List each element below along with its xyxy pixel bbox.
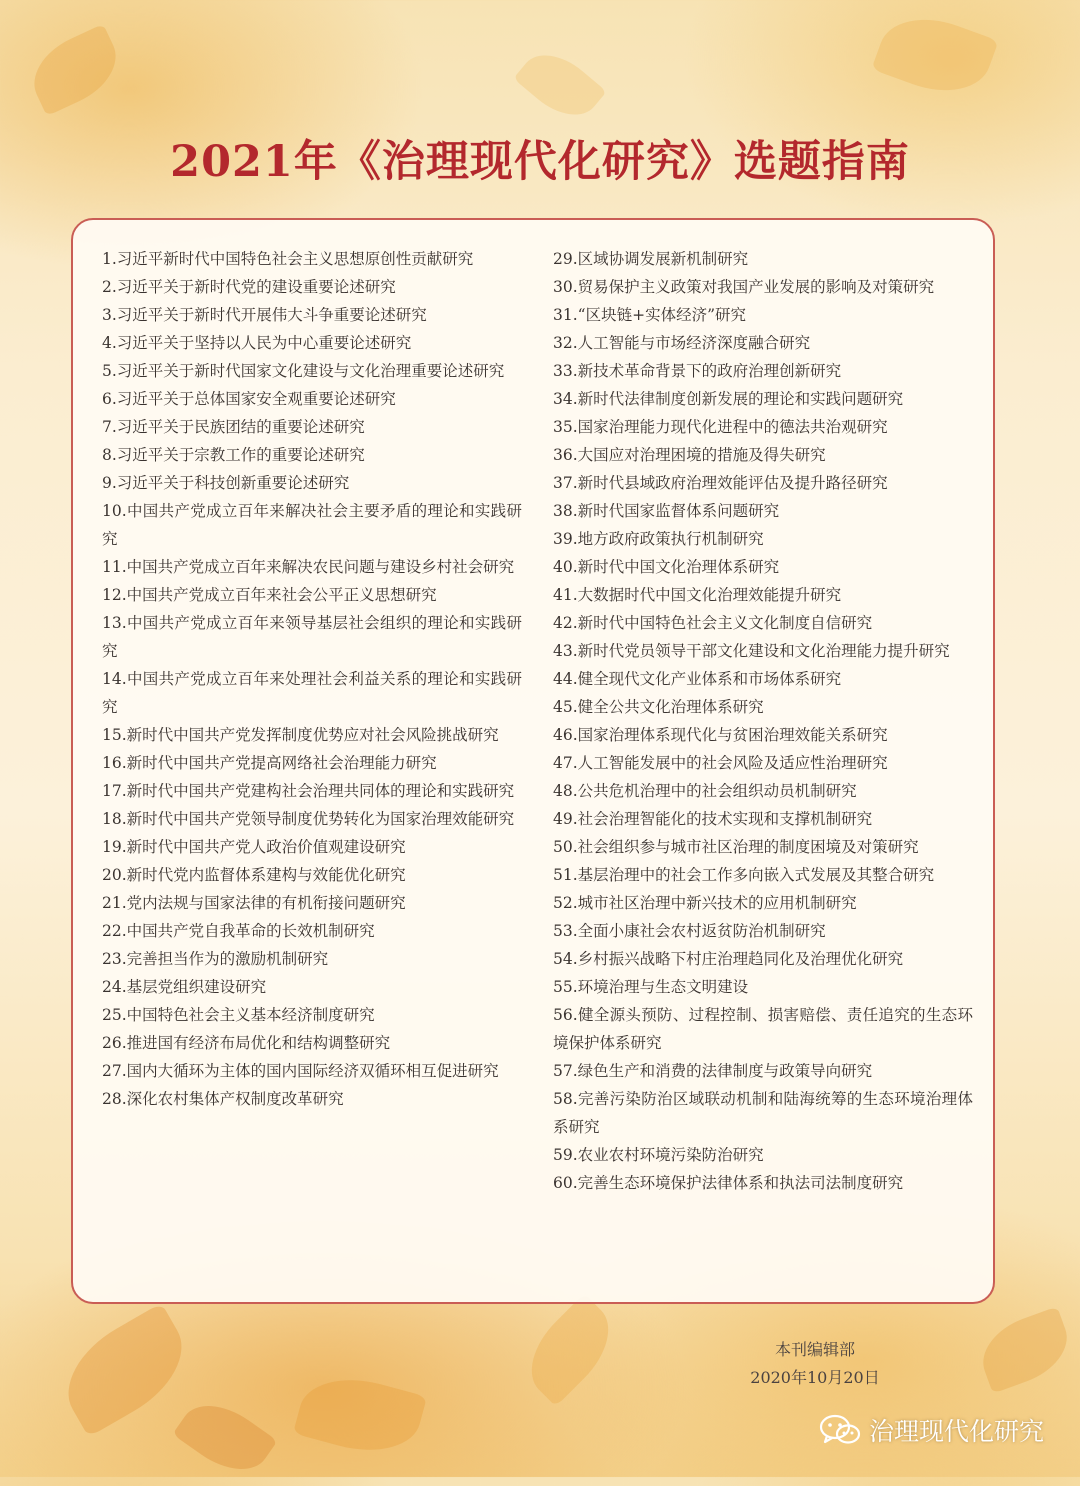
topic-text: 乡村振兴战略下村庄治理趋同化及治理优化研究: [577, 950, 904, 968]
topic-number: 47.: [553, 754, 578, 772]
topic-text: 完善担当作为的激励机制研究: [126, 950, 329, 968]
topic-text: 大数据时代中国文化治理效能提升研究: [577, 586, 842, 604]
topic-number: 20.: [102, 866, 127, 884]
topic-item: [102, 1001, 522, 1029]
topic-column-right: [553, 245, 973, 1197]
topic-number: 35.: [553, 418, 578, 436]
topic-text: 中国共产党自我革命的长效机制研究: [126, 922, 375, 940]
topic-item: [553, 525, 973, 553]
background-leaf: [22, 24, 129, 116]
topic-number: 31.: [553, 306, 578, 324]
topic-text: 农业农村环境污染防治研究: [577, 1146, 764, 1164]
topic-text: 中国共产党成立百年来解决社会主要矛盾的理论和实践研究: [102, 502, 522, 548]
topic-text: 习近平关于宗教工作的重要论述研究: [116, 446, 365, 464]
topic-item: [102, 385, 522, 413]
topic-item: [553, 553, 973, 581]
topic-text: 中国共产党成立百年来领导基层社会组织的理论和实践研究: [102, 614, 522, 660]
topic-number: 14.: [102, 670, 127, 688]
topic-item: [553, 749, 973, 777]
topic-text: 新技术革命背景下的政府治理创新研究: [577, 362, 842, 380]
topic-number: 25.: [102, 1006, 127, 1024]
topic-item: [553, 1057, 973, 1085]
topic-item: [553, 917, 973, 945]
topic-number: 57.: [553, 1062, 578, 1080]
topic-number: 32.: [553, 334, 578, 352]
topic-number: 18.: [102, 810, 127, 828]
topic-item: [102, 1057, 522, 1085]
topic-number: 22.: [102, 922, 127, 940]
topic-number: 39.: [553, 530, 578, 548]
topic-number: 3.: [102, 306, 117, 324]
topic-item: [102, 553, 522, 581]
topic-text: 新时代法律制度创新发展的理论和实践问题研究: [577, 390, 904, 408]
background-leaf: [871, 3, 998, 106]
signature-date: 2020年10月20日: [750, 1368, 880, 1387]
topic-item: [102, 245, 522, 273]
topic-text: 新时代中国共产党领导制度优势转化为国家治理效能研究: [126, 810, 515, 828]
topic-column-left: [102, 245, 522, 1113]
topic-item: [102, 273, 522, 301]
topic-text: 健全现代文化产业体系和市场体系研究: [577, 670, 842, 688]
topic-number: 16.: [102, 754, 127, 772]
topic-number: 49.: [553, 810, 578, 828]
topic-number: 10.: [102, 502, 127, 520]
topic-text: “区块链+实体经济”研究: [577, 306, 746, 324]
topic-item: [102, 777, 522, 805]
topic-item: [553, 1085, 973, 1141]
topic-text: 全面小康社会农村返贫防治机制研究: [577, 922, 826, 940]
topic-item: [102, 917, 522, 945]
topic-number: 59.: [553, 1146, 578, 1164]
topic-text: 健全源头预防、过程控制、损害赔偿、责任追究的生态环境保护体系研究: [553, 1006, 973, 1052]
topic-number: 51.: [553, 866, 578, 884]
topic-number: 6.: [102, 390, 117, 408]
topic-text: 贸易保护主义政策对我国产业发展的影响及对策研究: [577, 278, 935, 296]
topic-number: 40.: [553, 558, 578, 576]
topic-item: [102, 581, 522, 609]
topic-text: 新时代中国共产党发挥制度优势应对社会风险挑战研究: [126, 726, 499, 744]
topic-item: [102, 329, 522, 357]
topic-item: [553, 945, 973, 973]
signature-block: [700, 1336, 930, 1392]
editorial-department: 本刊编辑部: [774, 1340, 855, 1359]
topic-number: 26.: [102, 1034, 127, 1052]
topic-number: 55.: [553, 978, 578, 996]
topic-number: 27.: [102, 1062, 127, 1080]
topic-number: 1.: [102, 250, 117, 268]
topic-number: 41.: [553, 586, 578, 604]
topic-number: 11.: [102, 558, 127, 576]
topic-text: 中国共产党成立百年来社会公平正义思想研究: [126, 586, 437, 604]
topic-text: 习近平关于新时代国家文化建设与文化治理重要论述研究: [116, 362, 505, 380]
topic-item: [553, 609, 973, 637]
topic-number: 54.: [553, 950, 578, 968]
topic-number: 4.: [102, 334, 117, 352]
topic-item: [102, 497, 522, 553]
topic-item: [102, 889, 522, 917]
topic-item: [553, 581, 973, 609]
topic-item: [553, 777, 973, 805]
topic-text: 基层治理中的社会工作多向嵌入式发展及其整合研究: [577, 866, 935, 884]
topic-number: 56.: [553, 1006, 578, 1024]
topic-text: 习近平关于科技创新重要论述研究: [116, 474, 350, 492]
topic-item: [553, 301, 973, 329]
topic-text: 习近平新时代中国特色社会主义思想原创性贡献研究: [116, 250, 474, 268]
topic-text: 新时代县域政府治理效能评估及提升路径研究: [577, 474, 888, 492]
topic-text: 中国共产党成立百年来处理社会利益关系的理论和实践研究: [102, 670, 522, 716]
topic-item: [553, 469, 973, 497]
topic-item: [553, 385, 973, 413]
topic-number: 23.: [102, 950, 127, 968]
topic-item: [102, 833, 522, 861]
topic-item: [102, 609, 522, 665]
topic-number: 29.: [553, 250, 578, 268]
topic-text: 新时代中国共产党人政治价值观建设研究: [126, 838, 406, 856]
topic-item: [553, 413, 973, 441]
topic-number: 37.: [553, 474, 578, 492]
topic-number: 58.: [553, 1090, 578, 1108]
topic-text: 区域协调发展新机制研究: [577, 250, 749, 268]
topic-text: 习近平关于总体国家安全观重要论述研究: [116, 390, 396, 408]
topic-item: [553, 441, 973, 469]
topic-text: 新时代中国共产党提高网络社会治理能力研究: [126, 754, 437, 772]
topic-number: 5.: [102, 362, 117, 380]
topic-item: [553, 693, 973, 721]
topic-number: 30.: [553, 278, 578, 296]
topic-text: 习近平关于新时代党的建设重要论述研究: [116, 278, 396, 296]
topic-item: [102, 749, 522, 777]
topic-number: 48.: [553, 782, 578, 800]
topic-number: 45.: [553, 698, 578, 716]
topic-item: [102, 301, 522, 329]
topic-text: 大国应对治理困境的措施及得失研究: [577, 446, 826, 464]
topic-number: 43.: [553, 642, 578, 660]
topic-item: [553, 273, 973, 301]
topic-text: 新时代党内监督体系建构与效能优化研究: [126, 866, 406, 884]
watermark-text: 治理现代化研究: [868, 1417, 1044, 1446]
topic-number: 38.: [553, 502, 578, 520]
topic-item: [553, 665, 973, 693]
topic-item: [553, 497, 973, 525]
topic-text: 党内法规与国家法律的有机衔接问题研究: [126, 894, 406, 912]
topic-number: 46.: [553, 726, 578, 744]
wechat-watermark: [819, 1410, 1044, 1450]
topic-text: 习近平关于民族团结的重要论述研究: [116, 418, 365, 436]
topic-text: 中国共产党成立百年来解决农民问题与建设乡村社会研究: [126, 558, 515, 576]
topic-text: 新时代国家监督体系问题研究: [577, 502, 780, 520]
topic-number: 7.: [102, 418, 117, 436]
topic-item: [553, 637, 973, 665]
topic-number: 9.: [102, 474, 117, 492]
topic-text: 国家治理体系现代化与贫困治理效能关系研究: [577, 726, 888, 744]
topic-text: 新时代中国特色社会主义文化制度自信研究: [577, 614, 873, 632]
topic-item: [102, 665, 522, 721]
topic-item: [102, 1029, 522, 1057]
topic-item: [102, 973, 522, 1001]
topic-text: 人工智能与市场经济深度融合研究: [577, 334, 811, 352]
topic-item: [102, 413, 522, 441]
topic-number: 42.: [553, 614, 578, 632]
topic-text: 社会治理智能化的技术实现和支撑机制研究: [577, 810, 873, 828]
topic-number: 33.: [553, 362, 578, 380]
topic-item: [102, 469, 522, 497]
topic-text: 国家治理能力现代化进程中的德法共治观研究: [577, 418, 888, 436]
background-leaf: [49, 1303, 202, 1437]
topic-number: 13.: [102, 614, 127, 632]
topic-number: 21.: [102, 894, 127, 912]
topic-list-panel: [71, 218, 995, 1304]
background-leaf: [972, 1306, 1077, 1393]
topic-text: 城市社区治理中新兴技术的应用机制研究: [577, 894, 857, 912]
topic-number: 50.: [553, 838, 578, 856]
topic-item: [102, 441, 522, 469]
topic-item: [553, 805, 973, 833]
topic-item: [553, 833, 973, 861]
topic-text: 习近平关于坚持以人民为中心重要论述研究: [116, 334, 412, 352]
wechat-icon: [819, 1413, 861, 1447]
topic-number: 36.: [553, 446, 578, 464]
topic-number: 28.: [102, 1090, 127, 1108]
topic-text: 新时代中国文化治理体系研究: [577, 558, 780, 576]
topic-item: [553, 1141, 973, 1169]
topic-item: [553, 357, 973, 385]
topic-text: 地方政府政策执行机制研究: [577, 530, 764, 548]
topic-item: [553, 721, 973, 749]
topic-text: 推进国有经济布局优化和结构调整研究: [126, 1034, 391, 1052]
topic-item: [102, 945, 522, 973]
background-leaf: [172, 1389, 277, 1486]
topic-item: [553, 973, 973, 1001]
topic-item: [553, 245, 973, 273]
topic-item: [553, 861, 973, 889]
topic-text: 完善生态环境保护法律体系和执法司法制度研究: [577, 1174, 904, 1192]
topic-text: 深化农村集体产权制度改革研究: [126, 1090, 344, 1108]
topic-item: [102, 721, 522, 749]
topic-text: 习近平关于新时代开展伟大斗争重要论述研究: [116, 306, 427, 324]
topic-number: 19.: [102, 838, 127, 856]
topic-number: 60.: [553, 1174, 578, 1192]
topic-number: 8.: [102, 446, 117, 464]
topic-number: 34.: [553, 390, 578, 408]
topic-text: 完善污染防治区域联动机制和陆海统筹的生态环境治理体系研究: [553, 1090, 973, 1136]
background-leaf: [513, 1293, 626, 1406]
topic-text: 环境治理与生态文明建设: [577, 978, 749, 996]
page-title: 2021年《治理现代化研究》选题指南: [170, 137, 910, 187]
topic-item: [102, 1085, 522, 1113]
topic-text: 新时代中国共产党建构社会治理共同体的理论和实践研究: [126, 782, 515, 800]
topic-number: 15.: [102, 726, 127, 744]
topic-text: 绿色生产和消费的法律制度与政策导向研究: [577, 1062, 873, 1080]
topic-text: 公共危机治理中的社会组织动员机制研究: [577, 782, 857, 800]
topic-item: [553, 1001, 973, 1057]
topic-item: [102, 357, 522, 385]
topic-number: 44.: [553, 670, 578, 688]
topic-text: 基层党组织建设研究: [126, 978, 267, 996]
topic-text: 社会组织参与城市社区治理的制度困境及对策研究: [577, 838, 919, 856]
topic-item: [553, 1169, 973, 1197]
topic-item: [102, 861, 522, 889]
topic-item: [102, 805, 522, 833]
topic-number: 53.: [553, 922, 578, 940]
topic-number: 24.: [102, 978, 127, 996]
background-leaf: [513, 40, 606, 130]
topic-text: 人工智能发展中的社会风险及适应性治理研究: [577, 754, 888, 772]
topic-text: 国内大循环为主体的国内国际经济双循环相互促进研究: [126, 1062, 499, 1080]
topic-item: [553, 889, 973, 917]
topic-text: 中国特色社会主义基本经济制度研究: [126, 1006, 375, 1024]
topic-number: 17.: [102, 782, 127, 800]
topic-text: 新时代党员领导干部文化建设和文化治理能力提升研究: [577, 642, 950, 660]
topic-text: 健全公共文化治理体系研究: [577, 698, 764, 716]
topic-number: 2.: [102, 278, 117, 296]
topic-number: 52.: [553, 894, 578, 912]
topic-item: [553, 329, 973, 357]
background-leaf: [293, 1366, 427, 1465]
topic-number: 12.: [102, 586, 127, 604]
